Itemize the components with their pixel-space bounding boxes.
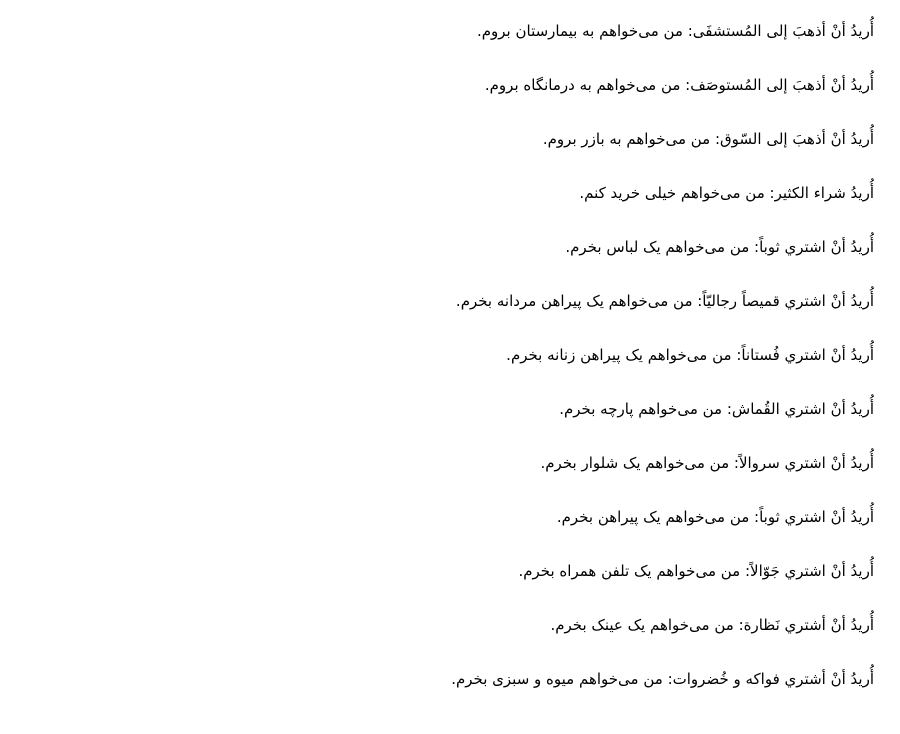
sentence-line: أُريدُ أنْ اشتري ثوباً: من می‌خواهم یک لباس بخرم. [565, 238, 874, 256]
sentence-line: أُريدُ أنْ اشتري ثوباً: من می‌خواهم یک پیراهن بخرم. [556, 508, 874, 526]
sentence-line: أُريدُ أنْ أذهبَ إلى السّوق: من می‌خواهم به بازر بروم. [542, 130, 874, 148]
sentence-line: أُريدُ أنْ اشتري القُماش: من می‌خواهم پارچه بخرم. [559, 400, 874, 418]
sentence-line: أُريدُ أنْ اشتري جَوّالاً: من می‌خواهم یک تلفن همراه بخرم. [518, 562, 874, 580]
sentence-line: أُريدُ أنْ اشتري فُستاناً: من می‌خواهم یک پیراهن زنانه بخرم. [506, 346, 874, 364]
sentence-line: أُريدُ أنْ أشتري فواكه و خُضروات: من می‌خواهم میوه و سبزی بخرم. [451, 670, 874, 688]
sentence-line: أُريدُ أنْ اشتري سروالاً: من می‌خواهم یک شلوار بخرم. [540, 454, 874, 472]
sentence-line: أُريدُ شراء الكثير: من می‌خواهم خیلی خرید کنم. [579, 184, 874, 202]
sentence-line: أُريدُ أنْ اشتري قميصاً رجاليّاً: من می‌خواهم یک پیراهن مردانه بخرم. [455, 292, 874, 310]
sentence-line: أُريدُ أنْ أشتري نَظارة: من می‌خواهم یک عینک بخرم. [550, 616, 874, 634]
sentence-line: أُريدُ أنْ أذهبَ إلى المُستشفَى: من می‌خواهم به بیمارستان بروم. [476, 22, 874, 40]
sentence-line: أُريدُ أنْ أذهبَ إلى المُستوصَف: من می‌خواهم به درمانگاه بروم. [484, 76, 874, 94]
